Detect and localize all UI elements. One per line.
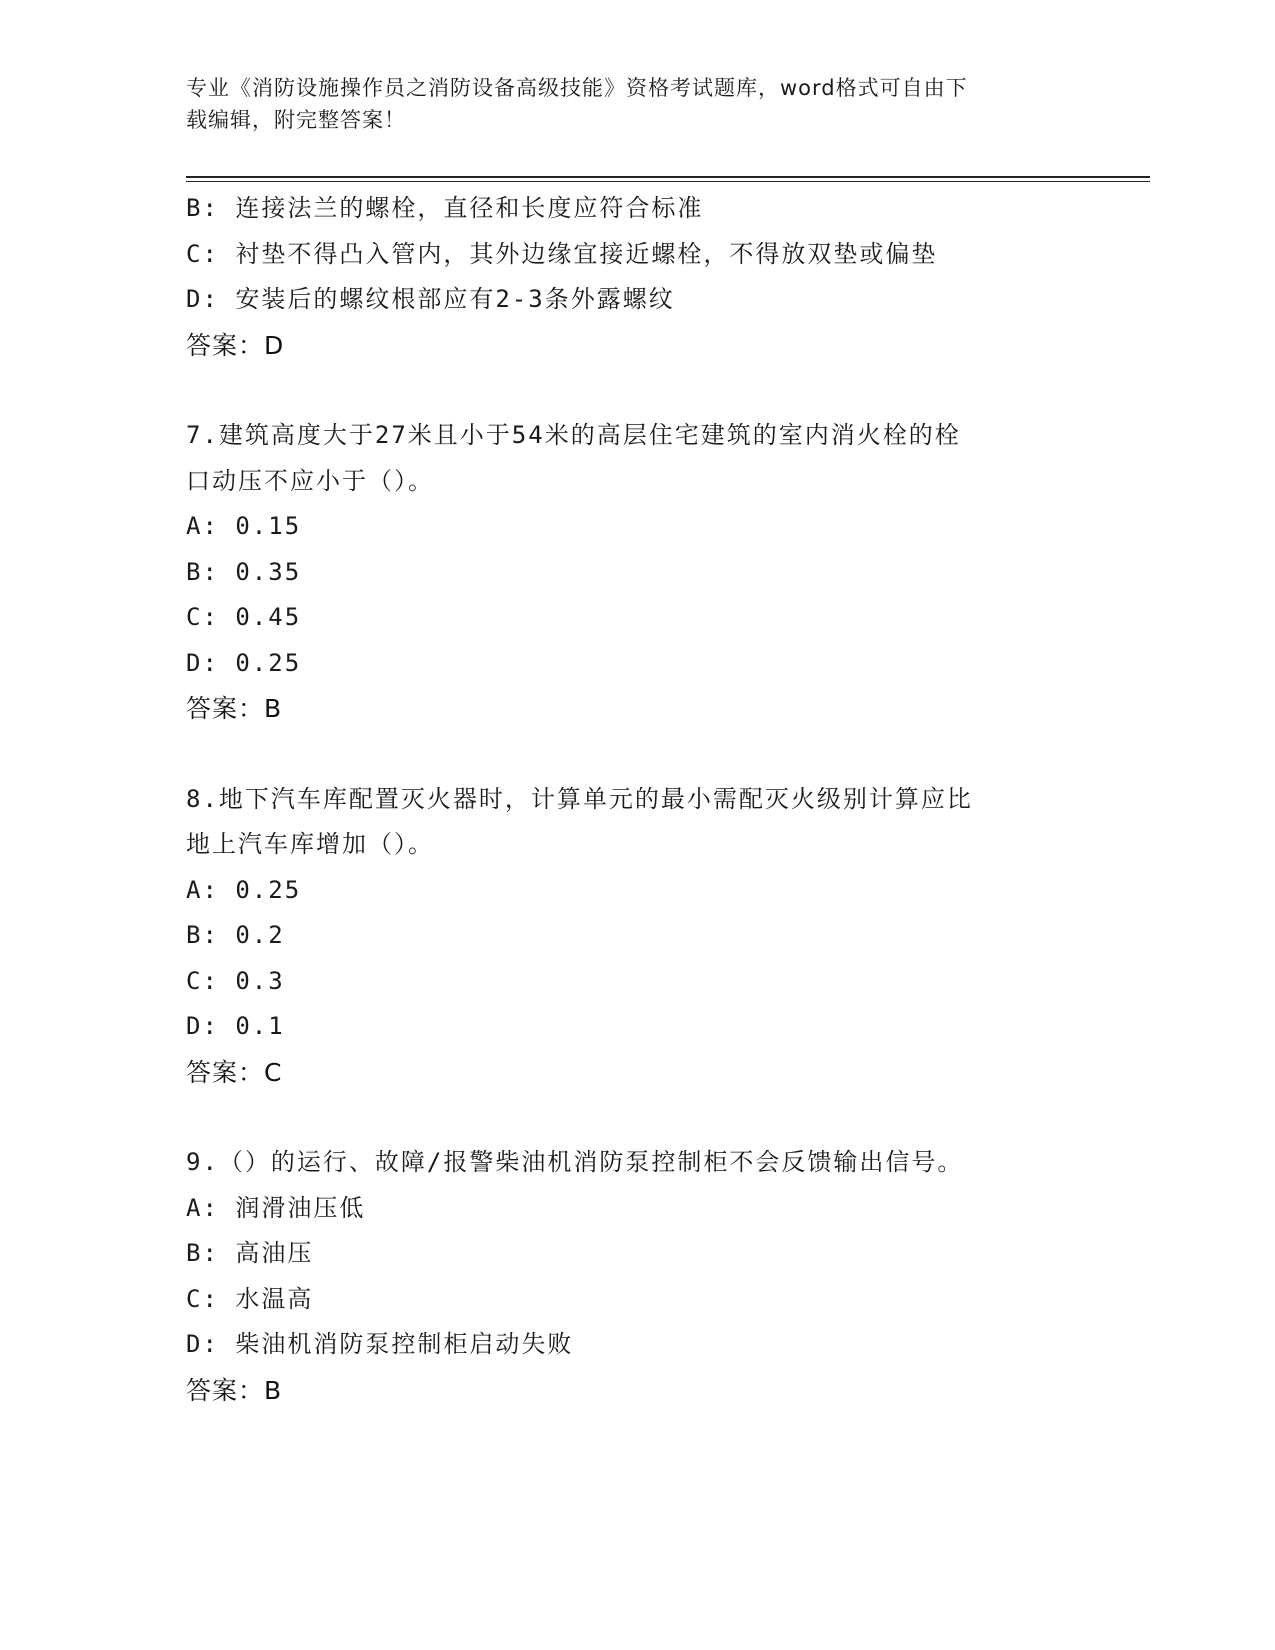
question-9 [186,1140,1086,1413]
answer-line: 答案：B [186,1375,283,1405]
option-c: C: 0.45 [186,603,302,631]
option-b: B: 高油压 [186,1239,314,1267]
header-divider-thin [186,181,1150,182]
option-b: B: 0.2 [186,921,285,949]
document-header [186,72,1066,136]
option-c: C: 水温高 [186,1284,314,1313]
option-b: B: 连接法兰的螺栓，直径和长度应符合标准 [186,194,704,222]
option-d: D: 安装后的螺纹根部应有2-3条外露螺纹 [186,285,675,313]
option-d: D: 0.25 [186,648,302,677]
header-line-2: 载编辑，附完整答案！ [186,108,406,132]
question-list [186,186,1086,1413]
option-c: C: 0.3 [186,966,285,995]
question-8 [186,777,1086,1096]
question-stem: 9.（）的运行、故障/报警柴油机消防泵控制柜不会反馈输出信号。 [186,1148,964,1176]
question-6-continued [186,186,1086,368]
option-c: C: 衬垫不得凸入管内，其外边缘宜接近螺栓，不得放双垫或偏垫 [186,239,938,268]
option-d: D: 0.1 [186,1012,285,1040]
question-stem: 7.建筑高度大于27米且小于54米的高层住宅建筑的室内消火栓的栓 [186,421,961,449]
answer-line: 答案：C [186,1057,283,1087]
option-b: B: 0.35 [186,557,302,586]
question-7 [186,413,1086,732]
option-d: D: 柴油机消防泵控制柜启动失败 [186,1330,574,1358]
question-stem-continued: 口动压不应小于（）。 [186,466,434,495]
option-a: A: 0.25 [186,875,302,904]
answer-line: 答案：D [186,330,285,360]
question-stem: 8.地下汽车库配置灭火器时，计算单元的最小需配灭火级别计算应比 [186,784,973,813]
header-line-1: 专业《消防设施操作员之消防设备高级技能》资格考试题库，word格式可自由下 [186,76,968,100]
question-stem-continued: 地上汽车库增加（）。 [186,830,434,858]
option-a: A: 润滑油压低 [186,1193,366,1222]
answer-line: 答案：B [186,694,283,723]
header-divider-thick [186,176,1150,178]
option-a: A: 0.15 [186,512,302,540]
